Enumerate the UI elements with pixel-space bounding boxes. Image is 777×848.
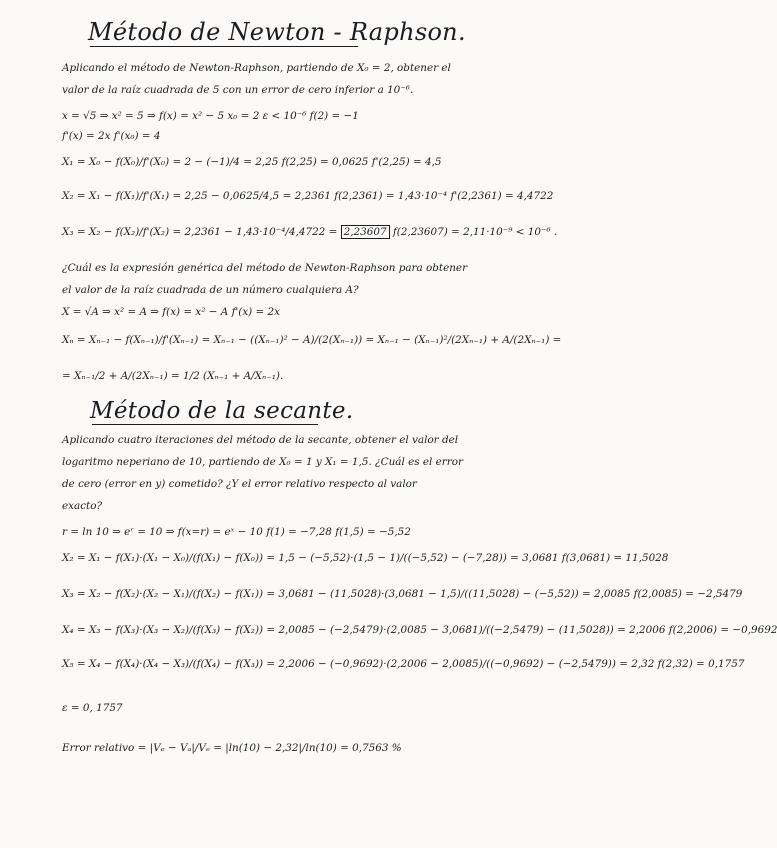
title-underline <box>92 424 318 425</box>
secant-step: X₃ = X₂ − f(X₂)·(X₂ − X₁)/(f(X₂) − f(X₁)) = 3,0681 − (11,5028)·(3,0681 − 1,5)/((11,5028) − (−5,52)) = 2,0085 f(2,0085) = −2,5479 <box>62 588 743 600</box>
derivation-line: = Xₙ₋₁/2 + A/(2Xₙ₋₁) = 1/2 (Xₙ₋₁ + A/Xₙ₋₁). <box>62 370 284 382</box>
newton-question-line: el valor de la raíz cuadrada de un número cualquiera A? <box>62 284 359 296</box>
newton-step-f: f(2,23607) = 2,11·10⁻⁹ < 10⁻⁶ . <box>392 226 558 238</box>
derivation-line: Xₙ = Xₙ₋₁ − f(Xₙ₋₁)/f'(Xₙ₋₁) = Xₙ₋₁ − ((Xₙ₋₁)² − A)/(2(Xₙ₋₁)) = Xₙ₋₁ − (Xₙ₋₁)²/(2Xₙ₋₁) + A/(2Xₙ₋₁) = <box>62 334 562 346</box>
result-box: 2,23607 <box>341 225 390 239</box>
secant-title: Método de la secante. <box>90 398 354 424</box>
newton-step: x = √5 ⇒ x² = 5 ⇒ f(x) = x² − 5 x₀ = 2 ε < 10⁻⁶ f(2) = −1 <box>62 110 359 122</box>
newton-problem-line: valor de la raíz cuadrada de 5 con un error de cero inferior a 10⁻⁶. <box>62 84 414 96</box>
newton-title: Método de Newton - Raphson. <box>88 18 466 46</box>
secant-step: r = ln 10 ⇒ eʳ = 10 ⇒ f(x=r) = eˣ − 10 f(1) = −7,28 f(1,5) = −5,52 <box>62 526 411 538</box>
newton-question-line: ¿Cuál es la expresión genérica del método de Newton-Raphson para obtener <box>62 262 468 274</box>
secant-step: Error relativo = |Vₑ − Vₐ|/Vₑ = |ln(10) − 2,32|/ln(10) = 0,7563 % <box>62 742 402 754</box>
newton-step-x3: X₃ = X₂ − f(X₂)/f'(X₂) = 2,2361 − 1,43·10⁻⁴/4,4722 = <box>62 226 341 238</box>
title-underline <box>90 46 358 47</box>
newton-step <box>62 226 582 238</box>
newton-step: X₂ = X₁ − f(X₁)/f'(X₁) = 2,25 − 0,0625/4,5 = 2,2361 f(2,2361) = 1,43·10⁻⁴ f'(2,2361) = 4,4722 <box>62 190 554 202</box>
secant-step: X₄ = X₃ − f(X₃)·(X₃ − X₂)/(f(X₃) − f(X₂)) = 2,0085 − (−2,5479)·(2,0085 − 3,0681)/((−2,5479) − (11,5028)) = 2,2006 f(2,2006) = −0,9692 <box>62 624 777 636</box>
secant-step: ε = 0, 1757 <box>62 702 123 714</box>
newton-problem-line: Aplicando el método de Newton-Raphson, partiendo de X₀ = 2, obtener el <box>62 62 451 74</box>
secant-step: X₂ = X₁ − f(X₁)·(X₁ − X₀)/(f(X₁) − f(X₀)) = 1,5 − (−5,52)·(1,5 − 1)/((−5,52) − (−7,28)) = 3,0681 f(3,0681) = 11,5028 <box>62 552 669 564</box>
secant-problem-line: Aplicando cuatro iteraciones del método de la secante, obtener el valor del <box>62 434 459 446</box>
derivation-line: X = √A ⇒ x² = A ⇒ f(x) = x² − A f'(x) = 2x <box>62 306 281 318</box>
secant-problem-line: de cero (error en y) cometido? ¿Y el error relativo respecto al valor <box>62 478 417 490</box>
secant-problem-line: exacto? <box>62 500 103 512</box>
newton-step: f'(x) = 2x f'(x₀) = 4 <box>62 130 161 142</box>
secant-problem-line: logaritmo neperiano de 10, partiendo de X₀ = 1 y X₁ = 1,5. ¿Cuál es el error <box>62 456 463 468</box>
secant-step: X₅ = X₄ − f(X₄)·(X₄ − X₃)/(f(X₄) − f(X₃)) = 2,2006 − (−0,9692)·(2,2006 − 2,0085)/((−0,9692) − (−2,5479)) = 2,32 f(2,32) = 0,1757 <box>62 658 745 670</box>
newton-step: X₁ = X₀ − f(X₀)/f'(X₀) = 2 − (−1)/4 = 2,25 f(2,25) = 0,0625 f'(2,25) = 4,5 <box>62 156 442 168</box>
